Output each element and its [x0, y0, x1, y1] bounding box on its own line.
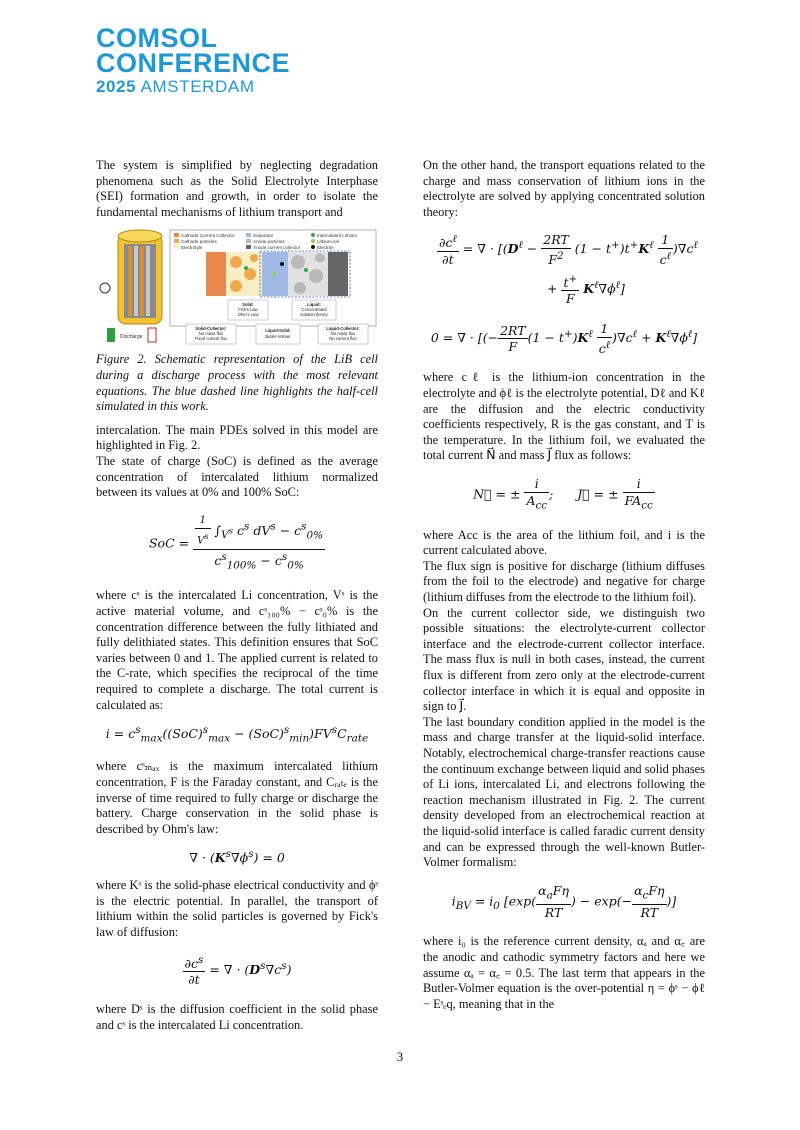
- discharge-label: Discharge: [120, 334, 143, 341]
- left-paragraph-4: where cˢ is the intercalated Li concentration, Vˢ is the active material volume, and cˢ₁₀₀% − cˢ₀% is the concentration difference between the fully lithiated and fully delithiated states. This definition ensures that SoC varies between 0 and 1. The applied current is related to the C-rate, which specifies the reciprocal of the time required to complete a discharge. The total current is calculated as:: [96, 588, 378, 712]
- figure-2-caption: Figure 2. Schematic representation of the LiB cell during a discharge process with the most relevant equations. The blue dashed line highlights the half-cell simulated in this work.: [96, 352, 378, 414]
- box-solid-collector-line1: No mass flux: [198, 331, 224, 337]
- right-paragraph-3: where Acc is the area of the lithium foil, and i is the current calculated above.: [423, 527, 705, 558]
- box-solid-collector-line2: Fixed current flux: [194, 336, 228, 342]
- box-liquid-collector-line1: No mass flux: [330, 331, 356, 337]
- current-equation: $i = c^s_{max}((SoC)^s_{max} - (SoC)^s_{min})FV^sC_{rate}$: [105, 724, 369, 745]
- legend-electrolyte: Electrolyte: [181, 245, 203, 251]
- conference-logo: [96, 23, 291, 98]
- ohm-law-equation: ∇ · $(K^s\nabla\phi^s) = 0$: [189, 848, 285, 866]
- box-solid-title: Solid:: [242, 302, 254, 308]
- box-solid-line2: Ohm's Law: [237, 312, 259, 318]
- left-paragraph-6: where Kˢ is the solid-phase electrical conductivity and ϕˢ is the electric potential. In parallel, the transport of lithium within the solid particles is governed by Fick's law of diffusion:: [96, 878, 378, 939]
- box-solid-collector-title: Solid-Collector:: [195, 326, 227, 332]
- right-paragraph-6: The last boundary condition applied in the model is the mass and charge transfer at the liquid-solid interface. Notably, electrochemical charge-transfer reactions cause the continuum exchange between liquid and solid phases of Li ions, intercalated Li, and electrons following the reaction mechanism illustrated in Fig. 2. The current density developed from an electrochemical reaction at the liquid-solid interface is called faradic current density and can be expressed through the well-known Butler-Volmer formalism:: [423, 714, 705, 870]
- figure-2-schematic: [96, 224, 378, 348]
- electrolyte-charge-equation: 0 = ∇ · [(− $\frac{2RT}{F}$ $(1 - t^+)K^\ell$ $\frac{1}{c^\ell}$ )$\nabla c^\ell + K^\ell\nabla\phi^\ell$]: [430, 321, 698, 356]
- logo-year: 2025: [96, 77, 137, 96]
- box-liquid-line1: Concentrated: [301, 307, 327, 313]
- electrolyte-mass-equation: $\frac{\partial c^\ell}{\partial t}$ = ∇ · [($D^\ell$ − $\frac{2RT}{F^2}$ $(1 - t^+)t^+K^\ell$ $\frac{1}{c^\ell}$ )$\nabla c^\ell$ + $\frac{t^+}{F}$ $K^\ell\nabla\phi^\ell$]: [439, 232, 698, 307]
- legend-cathode-cc: Cathode Current Collector: [181, 233, 235, 239]
- left-column: [96, 158, 378, 1033]
- fick-law-equation: $\frac{\partial c^s}{\partial t}$ = ∇ · $(D^s\nabla c^s)$: [184, 953, 292, 988]
- foil-flux-equation: N⃗ = ± $\frac{i}{A_{cc}}$ ; J⃗ = ± $\frac{i}{FA_{cc}}$: [473, 475, 653, 512]
- box-liquid-collector-title: Liquid-Collector:: [326, 326, 360, 332]
- legend-lithium-ion: Lithium ion: [317, 239, 340, 245]
- box-solid-line1: Fick's Law: [238, 307, 258, 313]
- right-paragraph-5: On the current collector side, we distinguish two possible situations: the electrolyte-current collector interface and the electrode-current collector interface. The mass flux is null in both cases, instead, the current flux is different from zero only at the electrode-current collector interface in which it is equal and opposite in sign to J⃗.: [423, 605, 705, 714]
- legend-anode-particles: Anode particles: [253, 239, 285, 245]
- logo-line-3: [96, 76, 290, 98]
- box-liquid-collector-line2: No current flux: [329, 336, 357, 342]
- right-paragraph-2: where cℓ is the lithium-ion concentration in the electrolyte and ϕℓ is the electrolyte potential, Dℓ and Kℓ are the diffusion and the electric conductivity coefficients respectively, R is the gas constant, and T is the temperature. In the lithium foil, we evaluated the total current N⃗ and mass J⃗ flux as follows:: [423, 370, 705, 463]
- legend-cathode-particles: Cathode particles: [181, 239, 217, 245]
- legend-anode-cc: Anode current collector: [253, 245, 301, 251]
- box-liquid-line2: solution theory: [300, 312, 328, 318]
- box-liquid-title: Liquid:: [307, 302, 321, 308]
- left-paragraph-7: where Dˢ is the diffusion coefficient in the solid phase and cˢ is the intercalated Li concentration.: [96, 1001, 378, 1032]
- left-paragraph-1: The system is simplified by neglecting degradation phenomena such as the Solid Electrolyte Interphase (SEI) formation and growth, in order to isolate the fundamental mechanisms of lithium transport and: [96, 158, 378, 219]
- logo-line-2: CONFERENCE: [96, 48, 291, 78]
- legend-separator: Separator: [253, 233, 274, 239]
- legend-electron: Electron: [317, 245, 334, 251]
- logo-line-1: COMSOL: [96, 23, 218, 53]
- right-column: [423, 158, 705, 1012]
- right-paragraph-4: The flux sign is positive for discharge (lithium diffuses from the foil to the electrode) and negative for charge (lithium diffuses from the electrode to the lithium foil).: [423, 558, 705, 605]
- left-paragraph-3: The state of charge (SoC) is defined as the average concentration of intercalated lithium normalized between its values at 0% and 100% SoC:: [96, 453, 378, 500]
- right-paragraph-1: On the other hand, the transport equations related to the charge and mass conservation of lithium ions in the electrolyte are solved by applying concentrated solution theory:: [423, 158, 705, 219]
- box-liquid-solid-title: Liquid-Solid:: [265, 328, 291, 334]
- page-number: 3: [396, 1050, 404, 1064]
- left-paragraph-2: intercalation. The main PDEs solved in this model are highlighted in Fig. 2.: [96, 422, 378, 453]
- box-liquid-solid-line1: Butler-Volmer: [265, 334, 291, 340]
- right-paragraph-7: where i₀ is the reference current density, αₐ and α꜀ are the anodic and cathodic symmetry factors and here we assume αₐ = α꜀ = 0.5. The last term that appears in the Butler-Volmer equation is the over-potential η = ϕˢ − ϕℓ − Eˢₑq, meaning that in the: [423, 934, 705, 1011]
- butler-volmer-equation: $i_{BV} = i_0$ [exp( $\frac{\alpha_aF\eta}{RT}$ ) − exp(− $\frac{\alpha_cF\eta}{RT}$ )]: [451, 882, 677, 920]
- legend-intercalated-li: Intercalated Lithium: [317, 233, 358, 239]
- left-paragraph-5: where cˢₘₐₓ is the maximum intercalated lithium concentration, F is the Faraday constant, and Cᵣₐₜₑ is the inverse of time required to fully charge or discharge the battery. Charge conservation in the solid phase is described by Ohm's law:: [96, 759, 378, 836]
- logo-city: AMSTERDAM: [140, 77, 255, 96]
- soc-equation: SoC = $\frac{1}{V^s}$ $\int_{V^s}$ $c^s$ $dV^s - c^s_{0\%}$ $c^s_{100\%} - c^s_{0\%}$: [148, 514, 324, 572]
